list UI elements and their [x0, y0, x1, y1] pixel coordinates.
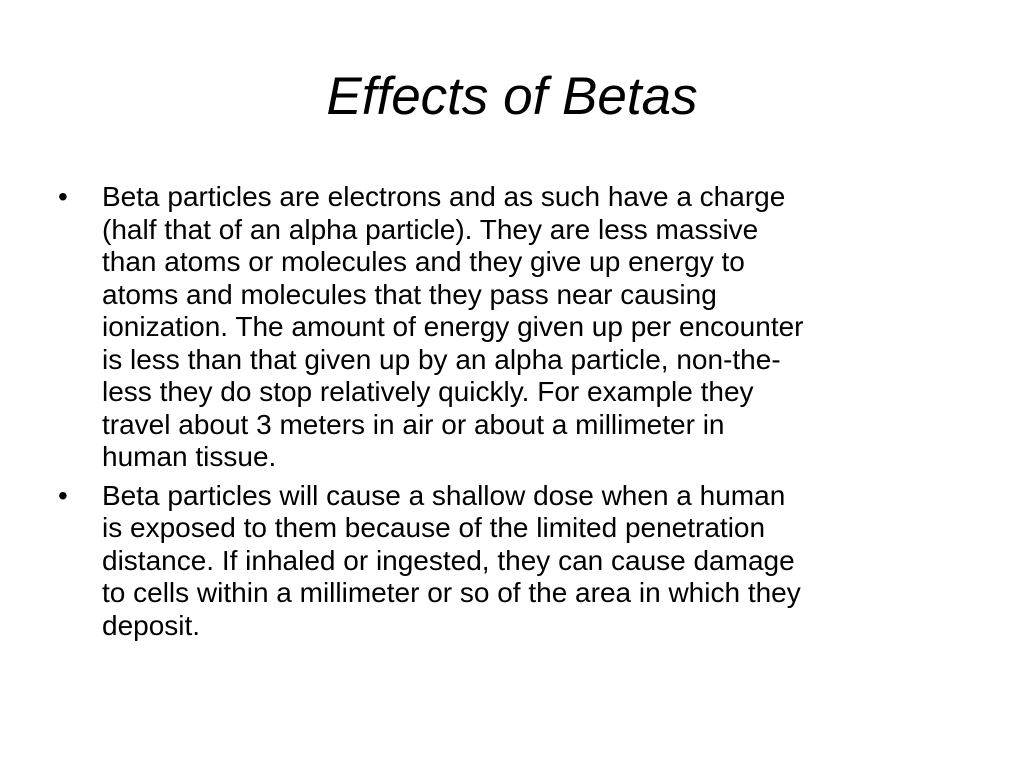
bullet-item-1 — [58, 181, 978, 474]
bullet-text-2: Beta particles will cause a shallow dose when a human is exposed to them because of the limited penetration distance. If inhaled or ingested, they can cause damage to cells within a millimeter or so of the area in which they deposit. — [102, 479, 801, 641]
bullet-list — [58, 181, 978, 648]
bullet-text-1: Beta particles are electrons and as such have a charge (half that of an alpha particle). They are less massive than atoms or molecules and they give up energy to atoms and molecules that they pass near causing ionization. The amount of energy given up per encounter is less than that given up by an alpha particle, non-the- less they do stop relatively quickly. For example they travel about 3 meters in air or about a millimeter in human tissue. — [102, 181, 804, 472]
slide-title: Effects of Betas — [326, 67, 698, 126]
bullet-item-2 — [58, 480, 978, 643]
bullet-point-icon: • — [58, 479, 68, 511]
bullet-point-icon: • — [58, 181, 68, 212]
